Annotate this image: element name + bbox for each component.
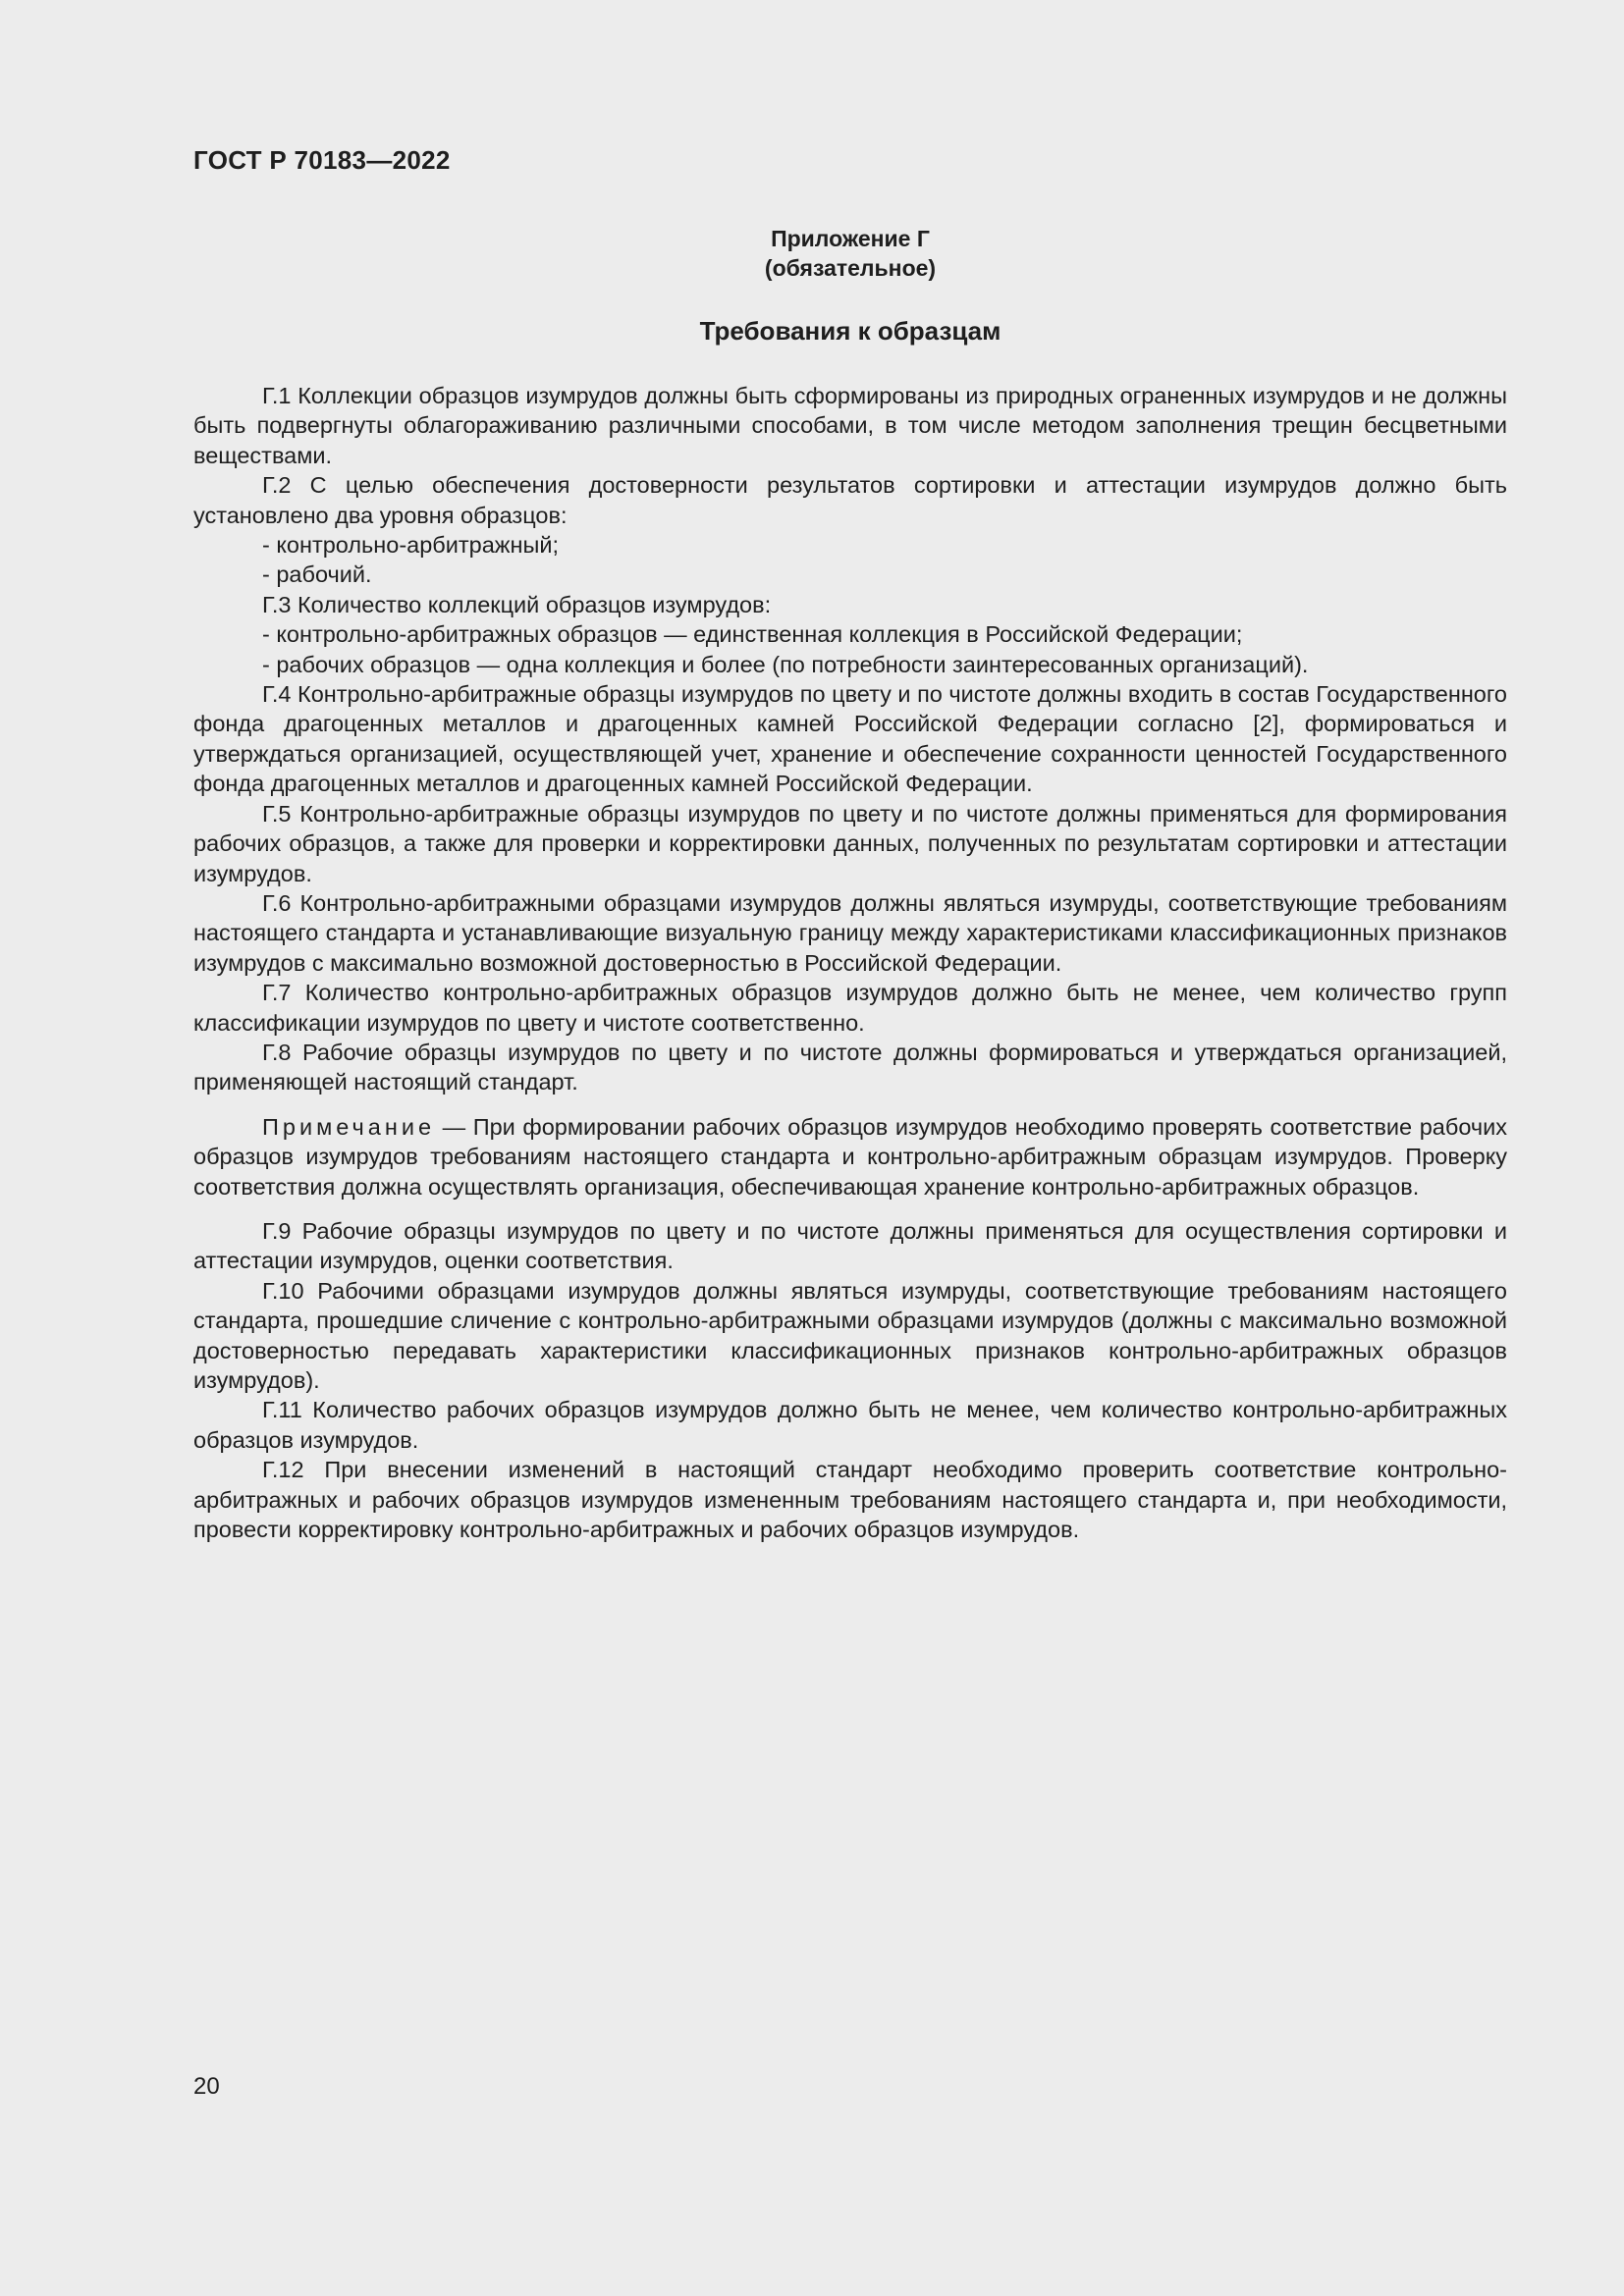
section-title: Требования к образцам <box>699 316 1001 346</box>
paragraph-g11: Г.11 Количество рабочих образцов изумрудов должно быть не менее, чем количество контрольно-арбитражных образцов изумрудов. <box>193 1397 1507 1453</box>
paragraph-g5: Г.5 Контрольно-арбитражные образцы изумрудов по цвету и по чистоте должны применяться для формирования рабочих образцов, а также для проверки и корректировки данных, полученных по результатам сортировки и аттестации изумрудов. <box>193 800 1507 886</box>
paragraph-g8: Г.8 Рабочие образцы изумрудов по цвету и по чистоте должны формироваться и утверждаться организацией, применяющей настоящий стандарт. <box>193 1039 1507 1095</box>
paragraph-g10: Г.10 Рабочими образцами изумрудов должны являться изумруды, соответствующие требованиям настоящего стандарта, прошедшие сличение с контрольно-арбитражными образцами изумрудов (должны с максимально возможной достоверностью передавать характеристики классификационных признаков контрольно-арбитражных образцов изумрудов). <box>193 1277 1507 1393</box>
paragraph-g3: Г.3 Количество коллекций образцов изумрудов: <box>262 591 772 617</box>
paragraph-g12: Г.12 При внесении изменений в настоящий стандарт необходимо проверить соответствие контрольно-арбитражных и рабочих образцов изумрудов измененным требованиям настоящего стандарта и, при необходимости, провести корректировку контрольно-арбитражных и рабочих образцов изумрудов. <box>193 1457 1507 1543</box>
appendix-title: Приложение Г <box>771 226 930 251</box>
note-text: — При формировании рабочих образцов изумрудов необходимо проверять соответствие рабочих образцов изумрудов требованиям настоящего стандарта и контрольно-арбитражным образцам изумрудов. Проверку соответствия должна осуществлять организация, обеспечивающая хранение контрольно-арбитражных образцов. <box>193 1113 1507 1200</box>
appendix-status: (обязательное) <box>764 255 937 281</box>
note <box>193 1112 1507 1201</box>
list-item: - контрольно-арбитражный; <box>262 532 560 559</box>
list-item: - рабочий. <box>262 561 372 588</box>
page-number: 20 <box>193 2073 220 2100</box>
document-body <box>193 381 1507 1544</box>
appendix-heading <box>193 224 1507 283</box>
paragraph-g6: Г.6 Контрольно-арбитражными образцами изумрудов должны являться изумруды, соответствующие требованиям настоящего стандарта и устанавливающие визуальную границу между характеристиками классификационных признаков изумрудов с максимально возможной достоверностью в Российской Федерации. <box>193 889 1507 976</box>
note-label: Примечание <box>262 1113 436 1140</box>
standard-code: ГОСТ Р 70183—2022 <box>193 145 451 175</box>
paragraph-g2: Г.2 С целью обеспечения достоверности результатов сортировки и аттестации изумрудов должно быть установлено два уровня образцов: <box>193 472 1507 528</box>
paragraph-g9: Г.9 Рабочие образцы изумрудов по цвету и по чистоте должны применяться для осуществления сортировки и аттестации изумрудов, оценки соответствия. <box>193 1217 1507 1274</box>
paragraph-g1: Г.1 Коллекции образцов изумрудов должны быть сформированы из природных ограненных изумрудов и не должны быть подвергнуты облагораживанию различными способами, в том числе методом заполнения трещин бесцветными веществами. <box>193 383 1507 468</box>
list-item: - рабочих образцов — одна коллекция и более (по потребности заинтересованных организаций). <box>262 651 1309 677</box>
paragraph-g4: Г.4 Контрольно-арбитражные образцы изумрудов по цвету и по чистоте должны входить в состав Государственного фонда драгоценных металлов и драгоценных камней Российской Федерации согласно [2], формироваться и утверждаться организацией, осуществляющей учет, хранение и обеспечение сохранности ценностей Государственного фонда драгоценных металлов и драгоценных камней Российской Федерации. <box>193 681 1507 797</box>
list-item: - контрольно-арбитражных образцов — единственная коллекция в Российской Федерации; <box>262 621 1243 648</box>
paragraph-g7: Г.7 Количество контрольно-арбитражных образцов изумрудов должно быть не менее, чем количество групп классификации изумрудов по цвету и чистоте соответственно. <box>193 980 1507 1036</box>
